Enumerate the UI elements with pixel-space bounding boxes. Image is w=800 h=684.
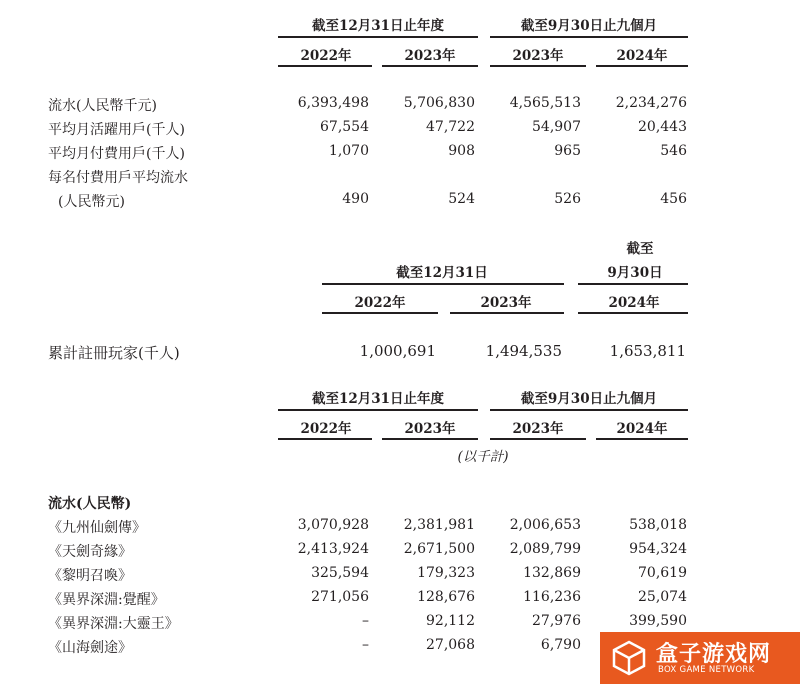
- table3-row-label: 《山海劍途》: [48, 640, 132, 656]
- table3-cell: 954,324: [629, 541, 687, 557]
- table2-group-rule: [322, 283, 564, 285]
- watermark-subtitle: BOX GAME NETWORK: [658, 665, 755, 675]
- box-logo-icon: [612, 640, 646, 676]
- table1-cell: 546: [660, 143, 687, 159]
- table2-year-rule: [578, 312, 688, 314]
- table3-year-2023: 2023年: [404, 421, 456, 437]
- table1-cell: 490: [342, 191, 369, 207]
- table3-cell: 70,619: [638, 565, 687, 581]
- table2-year-rule: [322, 312, 438, 314]
- table1-cell: 456: [660, 191, 687, 207]
- table3-cell: 132,869: [523, 565, 581, 581]
- table1-row-label: 平均月活躍用戶(千人): [48, 122, 185, 138]
- table1-year-rule: [596, 65, 688, 67]
- table3-group-rule-fy: [278, 409, 478, 411]
- table2-year-rule: [450, 312, 564, 314]
- table3-cell: 27,976: [532, 613, 581, 629]
- watermark-title: 盒子游戏网: [656, 642, 772, 667]
- table1-cell: 47,722: [426, 119, 475, 135]
- table2-year-2023: 2023年: [480, 295, 532, 311]
- table1-cell: 4,565,513: [509, 95, 581, 111]
- table3-row-label: 《異界深淵:大靈王》: [48, 616, 179, 632]
- table3-year-rule: [596, 438, 688, 440]
- table2-year-2024: 2024年: [608, 295, 660, 311]
- table1-cell: 67,554: [320, 119, 369, 135]
- table1-cell: 5,706,830: [403, 95, 475, 111]
- table3-cell: –: [362, 637, 369, 653]
- table3-year-rule: [490, 438, 586, 440]
- table2-header-right-line1: 截至: [626, 241, 654, 257]
- table2-row-label: 累計註冊玩家(千人): [48, 344, 180, 362]
- table3-unit-note: (以千計): [457, 449, 509, 465]
- table1-cell: 524: [448, 191, 475, 207]
- table1-cell: 2,234,276: [615, 95, 687, 111]
- table1-row-label: 流水(人民幣千元): [48, 98, 157, 114]
- table3-row-label: 《異界深淵:覺醒》: [48, 592, 165, 608]
- table1-year-2023-9m: 2023年: [512, 48, 564, 64]
- table3-year-rule: [278, 438, 372, 440]
- table1-cell: 965: [554, 143, 581, 159]
- table1-year-rule: [382, 65, 478, 67]
- table1-row-label-cont: (人民幣元): [58, 194, 125, 210]
- table1-row-label: 平均月付費用戶(千人): [48, 146, 185, 162]
- table3-section-label: 流水(人民幣): [48, 496, 132, 512]
- table1-year-2022: 2022年: [300, 48, 352, 64]
- table3-cell: 271,056: [311, 589, 369, 605]
- table3-cell: –: [362, 613, 369, 629]
- table3-cell: 2,413,924: [297, 541, 369, 557]
- table3-cell: 3,070,928: [297, 517, 369, 533]
- table3-cell: 399,590: [629, 613, 687, 629]
- table3-cell: 325,594: [311, 565, 369, 581]
- table3-group-rule-9m: [490, 409, 688, 411]
- table2-cell: 1,653,811: [609, 342, 686, 360]
- table1-group-rule-fy: [278, 36, 478, 38]
- table3-year-rule: [382, 438, 478, 440]
- table2-header-right-line2: 9月30日: [607, 265, 663, 281]
- table2-cell: 1,494,535: [485, 342, 562, 360]
- table2-group-rule: [578, 283, 688, 285]
- table3-year-2022: 2022年: [300, 421, 352, 437]
- table3-cell: 179,323: [417, 565, 475, 581]
- table1-row-label: 每名付費用戶平均流水: [48, 170, 188, 186]
- table3-cell: 2,089,799: [509, 541, 581, 557]
- table1-cell: 20,443: [638, 119, 687, 135]
- table1-cell: 1,070: [328, 143, 369, 159]
- table3-group-header-9m: 截至9月30日止九個月: [520, 391, 658, 407]
- table3-group-header-fy: 截至12月31日止年度: [311, 391, 445, 407]
- table3-cell: 27,068: [426, 637, 475, 653]
- table3-cell: 2,671,500: [403, 541, 475, 557]
- watermark-banner: [600, 632, 800, 684]
- table3-year-2023-9m: 2023年: [512, 421, 564, 437]
- table3-cell: 2,381,981: [403, 517, 475, 533]
- table3-cell: 25,074: [638, 589, 687, 605]
- table1-cell: 908: [448, 143, 475, 159]
- table1-year-2023: 2023年: [404, 48, 456, 64]
- table3-cell: 128,676: [417, 589, 475, 605]
- table3-row-label: 《九州仙劍傳》: [48, 520, 146, 536]
- table3-cell: 538,018: [629, 517, 687, 533]
- table1-year-rule: [490, 65, 586, 67]
- table3-cell: 116,236: [523, 589, 581, 605]
- table3-row-label: 《天劍奇緣》: [48, 544, 132, 560]
- table2-cell: 1,000,691: [359, 342, 436, 360]
- table2-header-left: 截至12月31日: [396, 265, 488, 281]
- table1-group-header-fy: 截至12月31日止年度: [311, 18, 445, 34]
- table3-cell: 6,790: [540, 637, 581, 653]
- table1-group-rule-9m: [490, 36, 688, 38]
- table1-year-rule: [278, 65, 372, 67]
- table1-year-2024-9m: 2024年: [616, 48, 668, 64]
- table1-cell: 6,393,498: [297, 95, 369, 111]
- table3-cell: 2,006,653: [509, 517, 581, 533]
- table1-group-header-9m: 截至9月30日止九個月: [520, 18, 658, 34]
- table3-cell: 92,112: [426, 613, 475, 629]
- table3-row-label: 《黎明召喚》: [48, 568, 132, 584]
- table1-cell: 54,907: [532, 119, 581, 135]
- table1-cell: 526: [554, 191, 581, 207]
- table3-year-2024-9m: 2024年: [616, 421, 668, 437]
- table2-year-2022: 2022年: [354, 295, 406, 311]
